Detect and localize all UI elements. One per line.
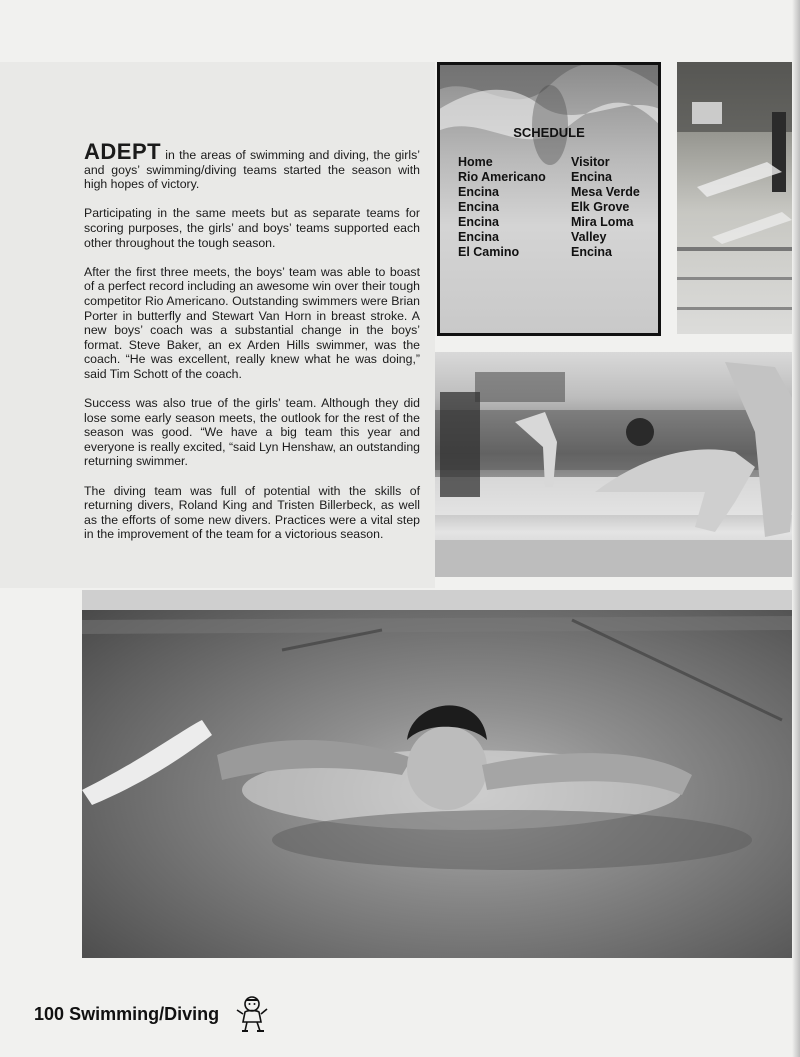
schedule-home-cell: El Camino [458, 245, 520, 259]
article-paragraph-5: The diving team was full of potential with the skills of returning divers, Roland King and Tristen Billerbeck, as well as the efforts of some new divers. Practices were a vital step in the improvement of the team for a victorious season. [84, 483, 420, 542]
article-paragraph-3: After the first three meets, the boys’ team was able to boast of a perfect record including an awesome win over their tough competitor Rio Americano. Outstanding swimmers were Brian Porter in butterfly and Stewart Van Horn in breast stroke. A new boys’ coach was a substantial change in the boys’ format. Steve Baker, an ex Arden Hills swimmer, was the coach. “He was excellent, really knew what he was doing,” said Tim Schott of the coach. [84, 264, 420, 381]
schedule-visitor-cell: Valley [571, 230, 607, 244]
schedule-visitor-column [571, 155, 640, 260]
visitor-header: Visitor [571, 155, 610, 169]
schedule-home-cell: Encina [458, 185, 499, 199]
schedule-home-cell: Rio Americano [458, 170, 546, 184]
photo-swimmers-diving [435, 352, 800, 577]
page-number: 100 [34, 1004, 65, 1024]
section-title: Swimming/Diving [69, 1004, 220, 1024]
photo-butterfly-swimmer [82, 590, 792, 958]
schedule-home-column [458, 155, 546, 260]
article-paragraph-1 [84, 139, 420, 192]
page-edge-shadow [792, 0, 800, 1057]
page-footer [34, 1004, 219, 1025]
photo-poolside-divers [677, 62, 800, 334]
photo-butterfly-swimmer-art [82, 590, 792, 958]
photo-poolside-divers-art [677, 62, 800, 334]
schedule-home-cell: Encina [458, 200, 499, 214]
schedule-visitor-cell: Encina [571, 245, 612, 259]
schedule-home-cell: Encina [458, 230, 499, 244]
article-paragraph-4: Success was also true of the girls’ team. Although they did lose some early season meets, the outlook for the rest of the season was good. “We have a big team this year and everyone is really excited, “said Lyn Henshaw, an outstanding returning swimmer. [84, 396, 420, 469]
schedule-visitor-cell: Mira Loma [571, 215, 634, 229]
mascot-icon [234, 994, 270, 1034]
article-paragraph-2: Participating in the same meets but as separate teams for scoring purposes, the girls’ and boys’ teams supported each other throughout the tough season. [84, 206, 420, 250]
schedule-visitor-cell: Encina [571, 170, 612, 184]
schedule-visitor-cell: Elk Grove [571, 200, 630, 214]
schedule-box [437, 62, 661, 336]
schedule-visitor-cell: Mesa Verde [571, 185, 640, 199]
photo-swimmers-diving-art [435, 352, 800, 577]
home-header: Home [458, 155, 493, 169]
schedule-home-cell: Encina [458, 215, 499, 229]
lead-word: ADEPT [84, 139, 162, 164]
paragraph-1-text: in the areas of swimming and diving, the girls’ and goys’ swimming/diving teams started the season with high hopes of victory. [84, 148, 420, 192]
schedule-title: SCHEDULE [513, 125, 585, 140]
article [84, 139, 420, 557]
